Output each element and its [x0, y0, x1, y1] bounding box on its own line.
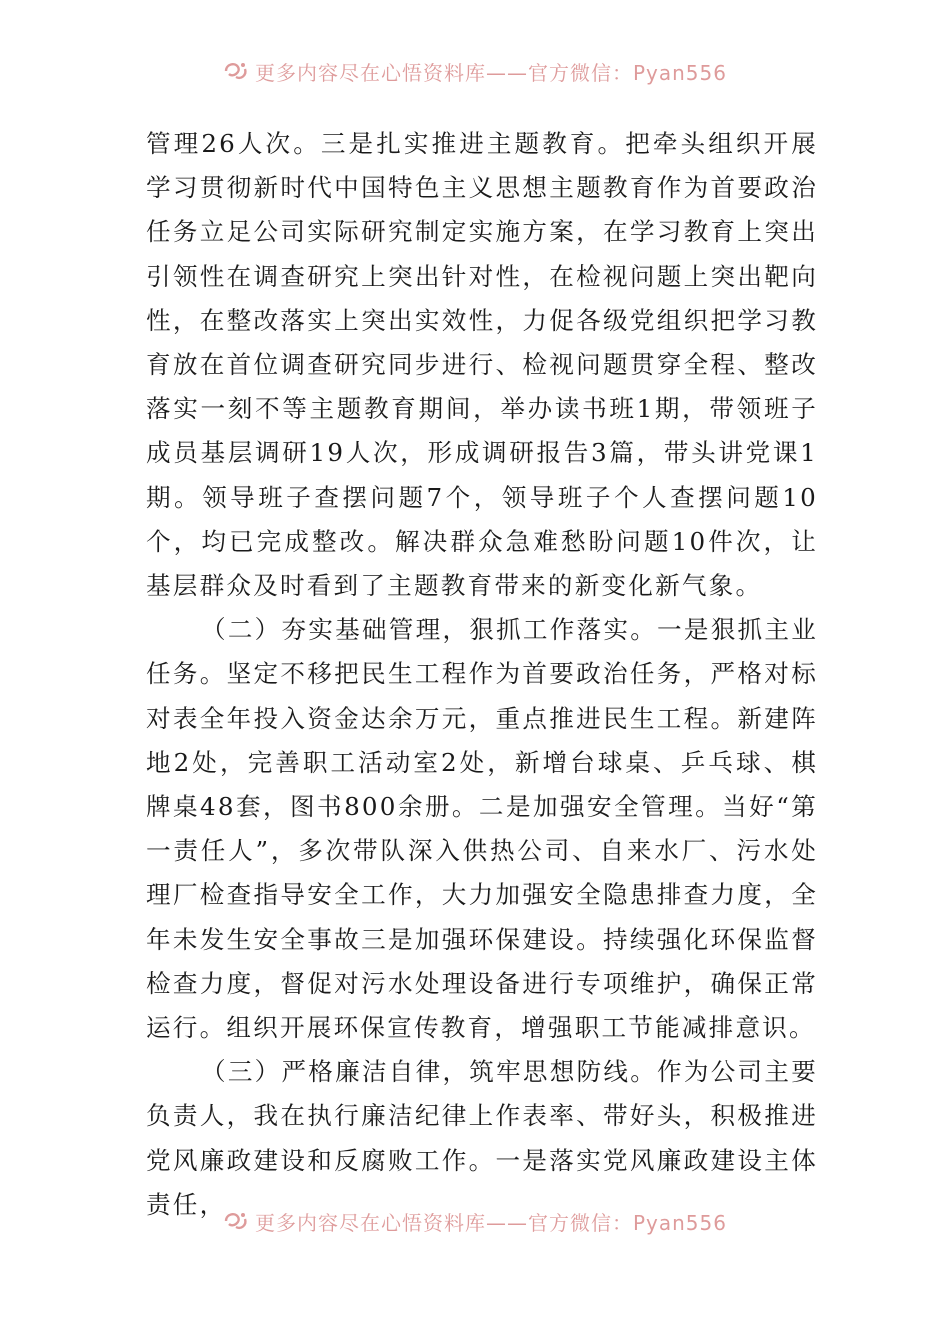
footer-watermark-text: 更多内容尽在心悟资料库——官方微信：Pyan556: [254, 1210, 727, 1235]
body-text: [146, 122, 818, 1227]
paragraph-2: （二）夯实基础管理，狠抓工作落实。一是狠抓主业任务。坚定不移把民生工程作为首要政治任务，严格对标对表全年投入资金达余万元，重点推进民生工程。新建阵地2处，完善职工活动室2处，新增台球桌、乒乓球、棋牌桌48套，图书800余册。二是加强安全管理。当好“第一责任人”，多次带队深入供热公司、自来水厂、污水处理厂检查指导安全工作，大力加强安全隐患排查力度，全年未发生安全事故三是加强环保建设。持续强化环保监督检查力度，督促对污水处理设备进行专项维护，确保正常运行。组织开展环保宣传教育，增强职工节能减排意识。: [146, 615, 818, 1043]
header-watermark: [0, 56, 950, 86]
header-watermark-text: 更多内容尽在心悟资料库——官方微信：Pyan556: [254, 60, 727, 85]
footer-watermark: [0, 1206, 950, 1236]
watermark-logo-icon: [223, 1210, 249, 1232]
paragraph-3: （三）严格廉洁自律，筑牢思想防线。作为公司主要负责人，我在执行廉洁纪律上作表率、带好头，积极推进党风廉政建设和反腐败工作。一是落实党风廉政建设主体责任，: [146, 1057, 818, 1219]
paragraph-1: 管理26人次。三是扎实推进主题教育。把牵头组织开展学习贯彻新时代中国特色主义思想主题教育作为首要政治任务立足公司实际研究制定实施方案，在学习教育上突出引领性在调查研究上突出针对性，在检视问题上突出靶向性，在整改落实上突出实效性，力促各级党组织把学习教育放在首位调查研究同步进行、检视问题贯穿全程、整改落实一刻不等主题教育期间，举办读书班1期，带领班子成员基层调研19人次，形成调研报告3篇，带头讲党课1期。领导班子查摆问题7个，领导班子个人查摆问题10个，均已完成整改。解决群众急难愁盼问题10件次，让基层群众及时看到了主题教育带来的新变化新气象。: [146, 129, 818, 601]
watermark-logo-icon: [223, 60, 249, 82]
